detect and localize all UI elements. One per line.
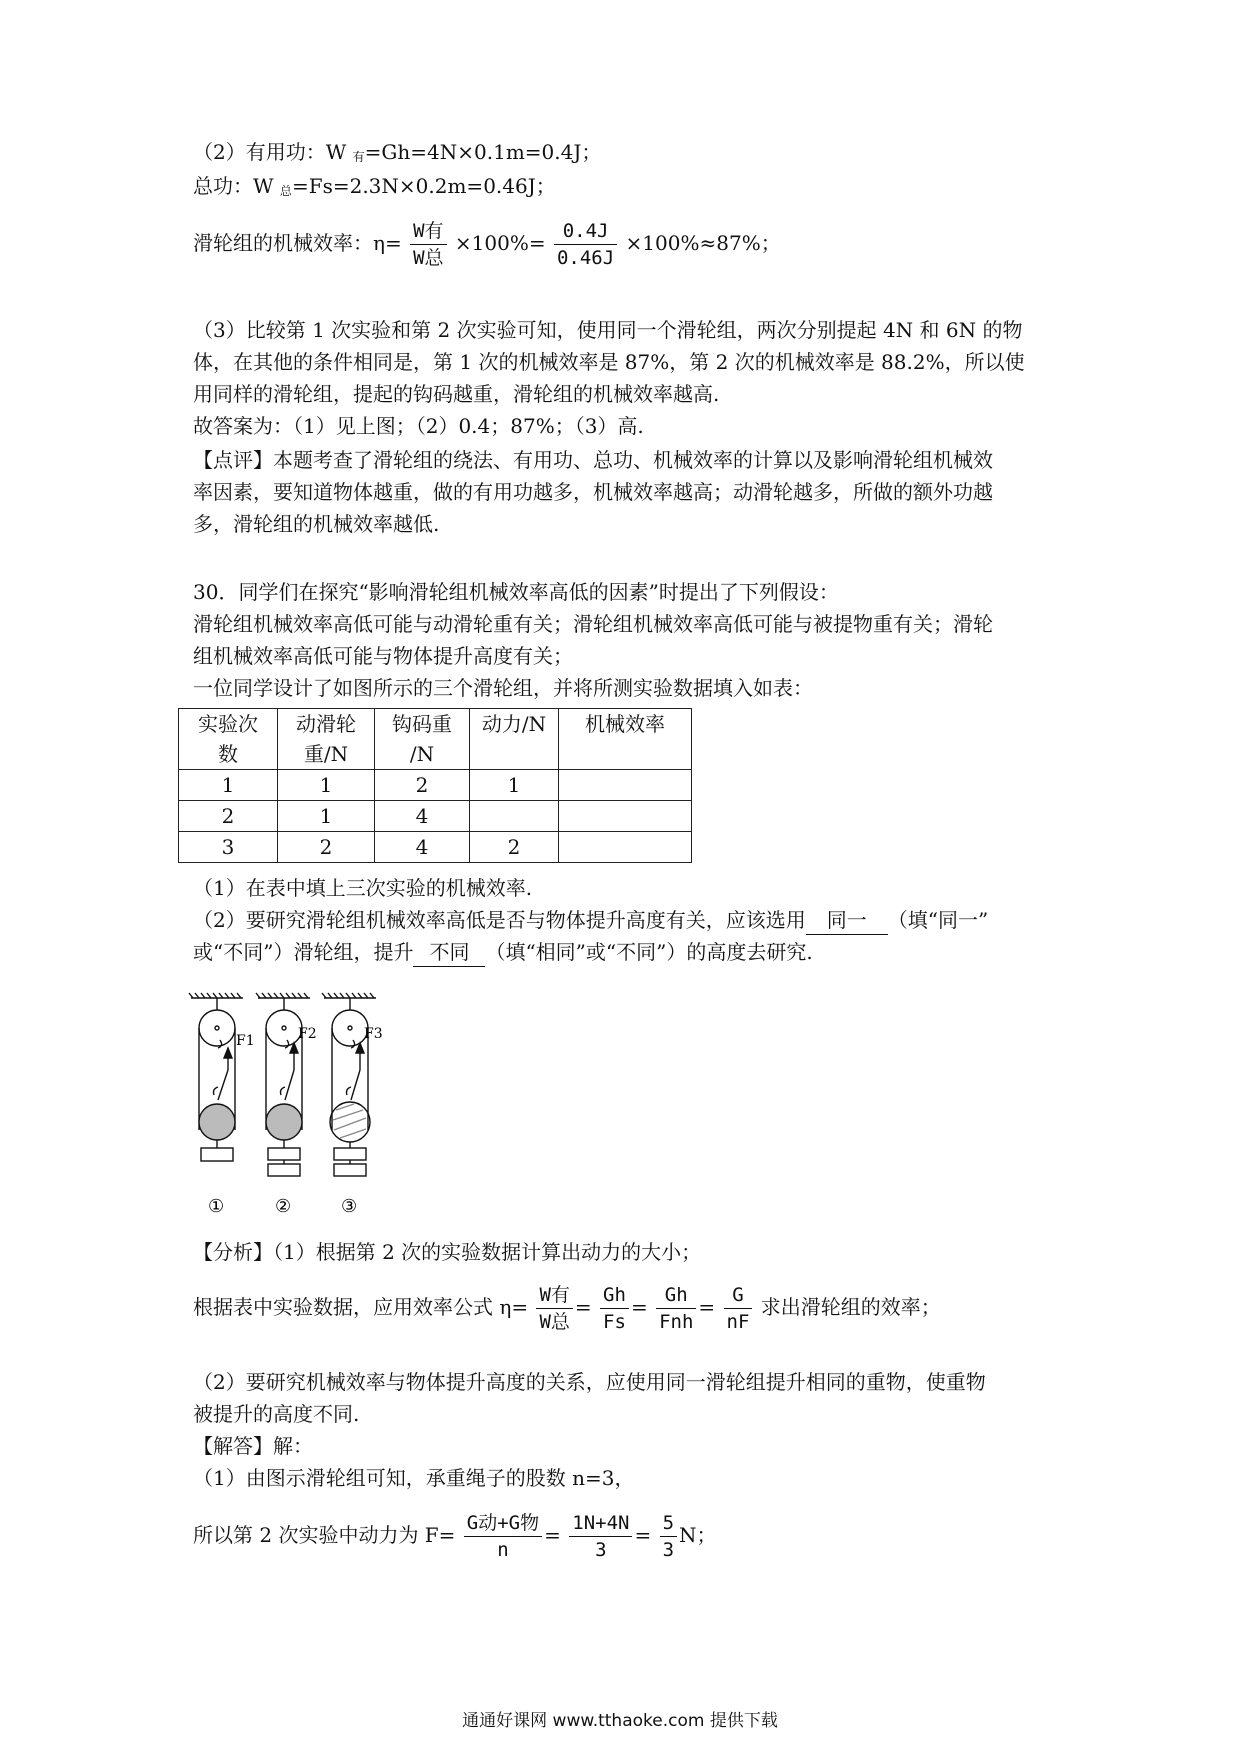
analysis-heading: 【分析】（1）根据第 2 次的实验数据计算出动力的大小； <box>193 1240 702 1264</box>
text-line: 故答案为：（1）见上图；（2）0.4；87%；（3）高. <box>193 414 644 438</box>
table-cell <box>470 801 559 832</box>
text-line: （1）由图示滑轮组可知，承重绳子的股数 n=3， <box>193 1466 635 1490</box>
fraction: $\frac{Gh}{Fs}$ <box>600 1282 629 1335</box>
fraction: $\frac{G}{nF}$ <box>724 1282 753 1335</box>
table-row <box>179 832 692 863</box>
table-cell: 1 <box>278 801 375 832</box>
answer-blank: 不同 <box>413 938 485 967</box>
table-cell: 2 <box>179 801 278 832</box>
efficiency-formula-general: 根据表中实验数据，应用效率公式 η= $\frac{\text{W有}}{\text{W总}}$ = $\frac{Gh}{Fs}$ = $\frac{Gh}{\text{Fnh}}$ = $\frac{G}{nF}$ 求出滑轮组的效率； <box>193 1284 941 1333</box>
pulley-figure <box>188 990 448 1220</box>
table-cell <box>559 832 692 863</box>
fraction: $\frac{0.4J}{0.46J}$ <box>554 218 617 271</box>
answer-blank: 同一 <box>806 906 888 935</box>
table-header-cell: 动力/N <box>470 709 559 770</box>
text-line: 被提升的高度不同. <box>193 1402 360 1426</box>
fraction: $\frac{Gh}{\text{Fnh}}$ <box>656 1282 696 1335</box>
table-cell: 1 <box>278 770 375 801</box>
table-header-cell: 机械效率 <box>559 709 692 770</box>
text-line: 或“不同”）滑轮组，提升 不同 （填“相同”或“不同”）的高度去研究. <box>193 938 813 967</box>
table-cell: 4 <box>375 801 470 832</box>
fraction: $\frac{5}{3}$ <box>660 1510 677 1563</box>
fraction: $\frac{\text{G动+G物}}{n}$ <box>464 1510 542 1563</box>
figure-label-2: ② <box>275 1196 292 1217</box>
figure-label-3: ③ <box>341 1196 358 1217</box>
page-footer: 通通好课网 www.tthaoke.com 提供下载 <box>462 1711 778 1731</box>
text-line: 体，在其他的条件相同是，第 1 次的机械效率是 87%，第 2 次的机械效率是 88.2%，所以使 <box>193 350 1025 374</box>
text-line: 用同样的滑轮组，提起的钩码越重，滑轮组的机械效率越高. <box>193 382 720 406</box>
force-label-f3: F3 <box>364 1026 383 1042</box>
fraction: $\frac{1N+4N}{3}$ <box>569 1510 632 1563</box>
pulley-system-1 <box>189 993 243 1161</box>
table-cell <box>559 801 692 832</box>
experiment-table <box>178 708 692 863</box>
fraction: $\frac{\text{W有}}{\text{W总}}$ <box>536 1282 572 1335</box>
efficiency-formula: 滑轮组的机械效率：η= $\frac{\text{W有}}{\text{W总}}$ ×100%= $\frac{0.4J}{0.46J}$ ×100%≈87%； <box>193 220 781 269</box>
figure-label-1: ① <box>208 1196 225 1217</box>
table-row <box>179 770 692 801</box>
force-label-f1: F1 <box>236 1033 255 1049</box>
table-header-cell: 钩码重 /N <box>375 709 470 770</box>
answer-heading: 【解答】解： <box>193 1434 313 1458</box>
force-label-f2: F2 <box>298 1026 317 1042</box>
text-line: 总功：W 总=Fs=2.3N×0.2m=0.46J； <box>193 174 556 198</box>
text-line: （1）在表中填上三次实验的机械效率. <box>193 876 533 900</box>
text-line: 多，滑轮组的机械效率越低. <box>193 512 440 536</box>
text-line: 【点评】本题考查了滑轮组的绕法、有用功、总功、机械效率的计算以及影响滑轮组机械效 <box>193 448 993 472</box>
table-cell <box>559 770 692 801</box>
text-line: （2）有用功：W 有=Gh=4N×0.1m=0.4J； <box>193 140 602 164</box>
text-line: （2）要研究滑轮组机械效率高低是否与物体提升高度有关，应该选用 同一 （填“同一” <box>193 906 988 935</box>
text-line: 一位同学设计了如图所示的三个滑轮组，并将所测实验数据填入如表： <box>193 676 813 700</box>
pulley-system-2 <box>256 993 310 1176</box>
table-cell: 2 <box>470 832 559 863</box>
force-formula: 所以第 2 次实验中动力为 F= $\frac{\text{G动+G物}}{n}$ = $\frac{1N+4N}{3}$ = $\frac{5}{3}$ N； <box>193 1512 717 1561</box>
question-30: 30．同学们在探究“影响滑轮组机械效率高低的因素”时提出了下列假设： <box>193 580 839 604</box>
text-line: （2）要研究机械效率与物体提升高度的关系，应使用同一滑轮组提升相同的重物，使重物 <box>193 1370 986 1394</box>
table-cell: 1 <box>179 770 278 801</box>
fraction: $\frac{\text{W有}}{\text{W总}}$ <box>410 218 446 271</box>
table-row <box>179 801 692 832</box>
table-cell: 1 <box>470 770 559 801</box>
table-header-cell: 动滑轮 重/N <box>278 709 375 770</box>
table-header-row <box>179 709 692 770</box>
table-cell: 2 <box>278 832 375 863</box>
table-header-cell: 实验次 数 <box>179 709 278 770</box>
text-line: （3）比较第 1 次实验和第 2 次实验可知，使用同一个滑轮组，两次分别提起 4N 和 6N 的物 <box>193 318 1023 342</box>
text-line: 率因素，要知道物体越重，做的有用功越多，机械效率越高；动滑轮越多，所做的额外功越 <box>193 480 993 504</box>
table-cell: 2 <box>375 770 470 801</box>
pulley-system-3 <box>322 993 376 1176</box>
table-cell: 3 <box>179 832 278 863</box>
text-line: 组机械效率高低可能与物体提升高度有关； <box>193 644 573 668</box>
table-cell: 4 <box>375 832 470 863</box>
text-line: 滑轮组机械效率高低可能与动滑轮重有关；滑轮组机械效率高低可能与被提物重有关；滑轮 <box>193 612 993 636</box>
